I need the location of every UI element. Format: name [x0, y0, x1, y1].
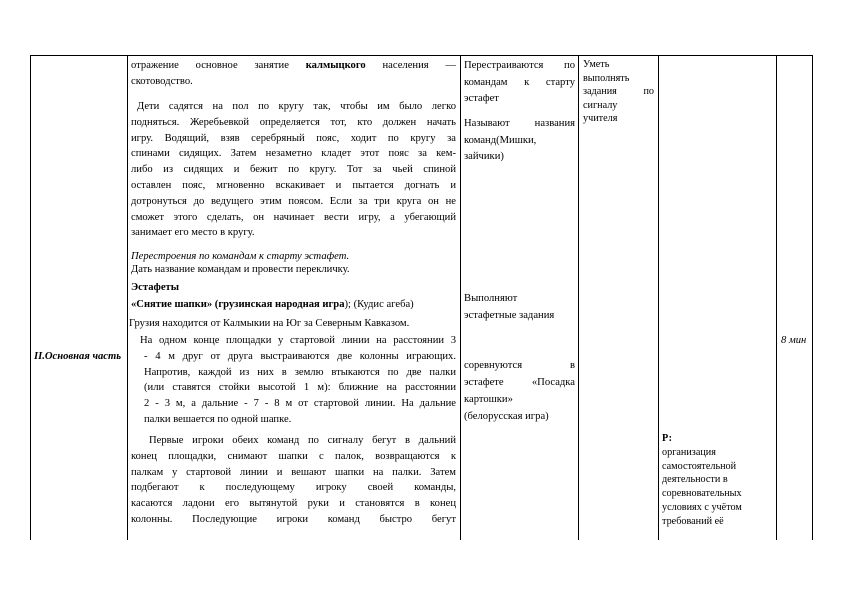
- text-line: деятельности в: [662, 474, 728, 486]
- text-line: Перестраиваются по: [464, 60, 575, 71]
- text-line: выполнять: [583, 72, 630, 84]
- text-line: самостоятельной: [662, 460, 737, 472]
- intro-text: отражение основное занятие: [131, 60, 289, 71]
- text-line: Уметь: [583, 59, 610, 70]
- uud-column: [662, 432, 774, 529]
- relays-heading: Эстафеты: [131, 282, 180, 293]
- text-line: задания по: [583, 86, 654, 98]
- column-divider: [658, 55, 659, 540]
- text-line: (белорусская игра): [464, 411, 549, 422]
- paragraph-line: колонны. Последующие игроки команд быстро бегут: [131, 513, 456, 525]
- paragraph-line: палки вешается по одной шапке.: [144, 413, 292, 425]
- paragraph-line: палкам у стартовой линии и вешают шапки на палки. Затем: [131, 466, 456, 478]
- intro-bold-word: калмыцкого: [305, 60, 366, 71]
- first-players-paragraph: [131, 433, 456, 528]
- students-rebuild: [464, 58, 575, 108]
- skills-column: [583, 58, 654, 126]
- hat-game-title: [131, 297, 456, 313]
- hat-game-title-rest: ); (Кудис агеба): [344, 299, 414, 310]
- paragraph-line: подбегают к последующему игроку своей команды,: [131, 482, 456, 494]
- text-line: организация: [662, 446, 716, 458]
- text-line: требований её: [662, 515, 724, 527]
- text-line: эстафет: [464, 93, 499, 104]
- paragraph-line: конец площадки, снимают шапки с палок, возвращаются к: [131, 450, 456, 462]
- text-line: командам к старту: [464, 76, 575, 88]
- students-names: [464, 116, 575, 166]
- text-line: зайчики): [464, 151, 504, 162]
- hat-game-title-bold: «Снятие шапки» (грузинская народная игра: [131, 299, 345, 310]
- paragraph-line: На одном конце площадки у стартовой линии на расстоянии 3: [140, 335, 456, 346]
- text-line: эстафетные задания: [464, 310, 555, 321]
- column-divider: [578, 55, 579, 540]
- section-label: II.Основная часть: [34, 351, 122, 362]
- intro-line: [131, 58, 456, 74]
- paragraph-line: - 4 м друг от друга выстраиваются две колонны играющих.: [144, 350, 456, 362]
- students-perform: [464, 290, 575, 324]
- text-line: соревновательных: [662, 488, 742, 500]
- text-line: Называют названия: [464, 118, 575, 129]
- paragraph-line: Первые игроки обеих команд по сигналу бегут в дальний: [149, 435, 456, 446]
- uud-heading: Р:: [662, 433, 672, 444]
- text-line: эстафете «Посадка: [464, 377, 575, 388]
- paragraph-line: (или ставятся стойки высотой 1 м): ближние на расстоянии: [144, 382, 456, 394]
- text-line: соревнуются в: [464, 360, 575, 371]
- paragraph-line: либо из сидящих и бежит по кругу. Тот за чьей спиной: [131, 164, 456, 176]
- paragraph-line: 2 - 3 м, а дальние - 7 - 8 м от стартовой линии. На дальние: [144, 398, 456, 410]
- column-divider: [127, 55, 128, 540]
- text-line: сигналу: [583, 99, 618, 111]
- paragraph-line: Дети садятся на пол по кругу так, чтобы им было легко: [137, 101, 456, 112]
- paragraph-line: касаются ладони его вытянутой руки и становятся в конец: [131, 498, 456, 510]
- column-divider: [460, 55, 461, 540]
- text-line: Выполняют: [464, 293, 518, 304]
- table-right-border: [812, 55, 813, 540]
- text-line: учителя: [583, 113, 618, 125]
- paragraph-line: занимает его место в кругу.: [131, 227, 255, 239]
- paragraph-line: подняться. Жеребьевкой определяется тот, кто должен начать: [131, 116, 456, 128]
- paragraph-line: Напротив, каждой из них в землю втыкаются по две палки: [144, 366, 456, 378]
- text-line: команд(Мишки,: [464, 134, 537, 146]
- paragraph-line: оставлен пояс, мгновенно вскакивает и пытается догнать и: [131, 179, 456, 191]
- rebuild-note: Перестроения по командам к старту эстафет.: [131, 251, 350, 262]
- paragraph-line: спинами сидящих. Затем незаметно кладет этот пояс за кем-: [131, 148, 456, 160]
- paragraph-line: сможет этого сделать, он начинает вести игру, а убегающий: [131, 211, 456, 223]
- paragraph-line: дотронуться до ведущего этим поясом. Если за три круга он не: [131, 195, 456, 207]
- table-top-border: [30, 55, 813, 56]
- georgia-note: Грузия находится от Калмыкии на Юг за Северным Кавказом.: [129, 318, 410, 329]
- naming-note: Дать название командам и провести перекличку.: [131, 264, 350, 275]
- text-line: картошки»: [464, 394, 513, 405]
- paragraph-line: игру. Водящий, взяв серебряный пояс, ходит по кругу за: [131, 132, 456, 144]
- intro-line: скотоводство.: [131, 76, 193, 87]
- intro-text: населения —: [382, 60, 457, 71]
- table-left-border: [30, 55, 31, 540]
- column-divider: [776, 55, 777, 540]
- text-line: условиях с учётом: [662, 501, 742, 513]
- students-compete: [464, 357, 575, 425]
- game-description: [131, 99, 456, 241]
- time-value: 8 мин: [781, 335, 807, 346]
- hat-game-description: [140, 333, 456, 428]
